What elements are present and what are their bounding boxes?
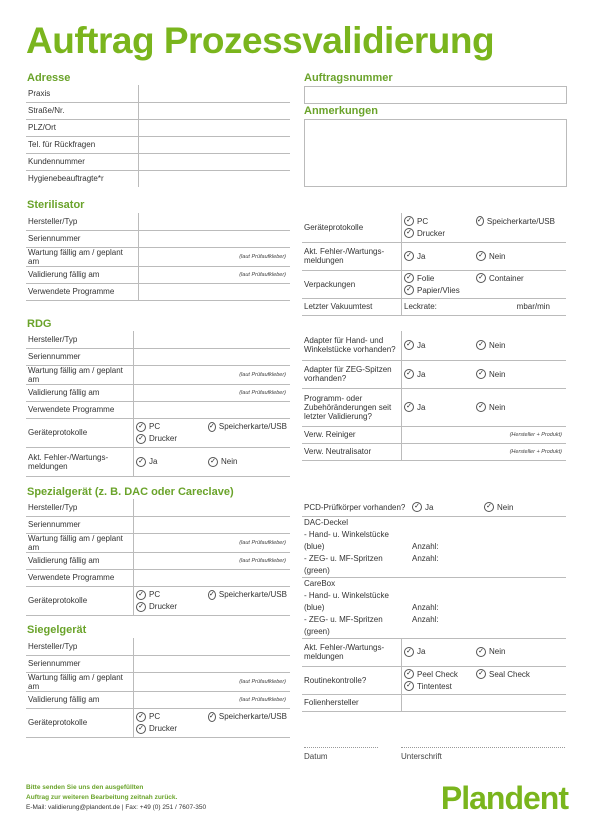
field-label: Validierung fällig am — [28, 388, 100, 397]
spezial-table — [26, 499, 290, 616]
field-label: Geräteprotokolle — [26, 708, 134, 737]
hint-label: (laut Prüfaufkleber) — [239, 696, 286, 703]
sterilisator-right-table — [302, 213, 566, 316]
sterilisator-table — [26, 213, 290, 301]
hint-label: (laut Prüfaufkleber) — [239, 389, 286, 396]
field-label: Seriennummer — [28, 352, 81, 361]
field-label: PCD-Prüfkörper vorhanden? — [304, 502, 406, 512]
anzahl-input[interactable]: Anzahl: — [412, 541, 439, 551]
sterilisator-programme-input[interactable] — [139, 283, 291, 300]
checkbox-nein[interactable]: ✓ Nein — [208, 457, 282, 467]
field-label: Kundennummer — [28, 157, 85, 166]
plz-ort-input[interactable] — [139, 119, 291, 136]
adresse-table — [26, 85, 290, 187]
hint-label: (laut Prüfaufkleber) — [239, 539, 286, 546]
checkbox-pc[interactable]: ✓ PC — [136, 590, 202, 600]
checkbox-ja[interactable]: ✓ Ja — [404, 647, 470, 657]
checkbox-pc[interactable]: ✓ PC — [136, 712, 202, 722]
anzahl-input[interactable]: Anzahl: — [412, 553, 439, 563]
hint-label: (laut Prüfaufkleber) — [239, 371, 286, 378]
footer-line: Bitte senden Sie uns den ausgefüllten — [26, 784, 144, 791]
leckrate-input[interactable]: Leckrate: mbar/min — [402, 298, 567, 315]
auftragsnummer-input[interactable] — [304, 86, 567, 104]
spezial-serien-input[interactable] — [134, 516, 291, 533]
checkbox-pc[interactable]: ✓ PC — [404, 216, 470, 226]
field-label: Validierung fällig am — [28, 695, 100, 704]
checkbox-nein[interactable]: ✓ Nein — [476, 647, 550, 657]
field-label: Verwendete Programme — [28, 405, 115, 414]
field-label: PLZ/Ort — [28, 123, 57, 132]
field-label: Validierung fällig am — [28, 556, 100, 565]
field-label: Verw. Reiniger — [304, 430, 356, 439]
field-label: Validierung fällig am — [28, 270, 100, 279]
footer-line: Auftrag zur weiteren Bearbeitung zeitnah zurück. — [26, 794, 178, 801]
rdg-table — [26, 331, 290, 477]
checkbox-ja[interactable]: ✓ Ja — [412, 502, 478, 512]
checkbox-drucker[interactable]: ✓ Drucker — [136, 724, 202, 734]
field-label: Seriennummer — [28, 520, 81, 529]
section-heading-siegelgeraet: Siegelgerät — [27, 624, 87, 636]
field-label: Straße/Nr. — [28, 106, 65, 115]
field-label: Adapter für Hand- und Winkelstücke vorhanden? — [304, 336, 396, 355]
checkbox-ja[interactable]: ✓ Ja — [136, 457, 202, 467]
rdg-right-table — [302, 331, 566, 461]
checkbox-tintentest[interactable]: ✓ Tintentest — [404, 681, 470, 691]
checkbox-nein[interactable]: ✓ Nein — [476, 402, 550, 412]
spezial-wartung-input[interactable] — [134, 533, 291, 552]
rdg-validierung-input[interactable] — [134, 384, 291, 401]
rdg-hersteller-input[interactable] — [134, 331, 291, 348]
hint-label: (laut Prüfaufkleber) — [239, 557, 286, 564]
siegel-wartung-input[interactable] — [134, 672, 291, 691]
unterschrift-label: Unterschrift — [401, 752, 442, 761]
footer — [26, 783, 206, 813]
checkbox-nein[interactable]: ✓ Nein — [476, 251, 550, 261]
neutralisator-input[interactable] — [402, 443, 567, 460]
checkbox-ja[interactable]: ✓ Ja — [404, 251, 470, 261]
unterschrift-line[interactable] — [401, 747, 565, 748]
field-label: - Hand- u. Winkelstücke (blue) — [304, 529, 389, 551]
field-label: Verpackungen — [304, 279, 356, 289]
checkbox-pc[interactable]: ✓ PC — [136, 422, 202, 432]
field-label: CareBox — [304, 578, 336, 588]
sterilisator-hersteller-input[interactable] — [139, 213, 291, 230]
field-label: Folienhersteller — [302, 694, 402, 711]
field-label: Geräteprotokolle — [28, 428, 88, 437]
field-label: Praxis — [28, 88, 51, 98]
praxis-input[interactable] — [139, 85, 291, 102]
section-heading-adresse: Adresse — [27, 72, 71, 84]
field-label: - ZEG- u. MF-Spritzen (green) — [304, 553, 383, 575]
section-heading-anmerkungen: Anmerkungen — [304, 105, 378, 117]
field-label: Hersteller/Typ — [28, 641, 78, 651]
field-label: Geräteprotokolle — [304, 222, 364, 232]
page-title: Auftrag Prozessvalidierung — [26, 20, 495, 61]
checkbox-usb[interactable]: ✓ Speicherkarte/USB — [209, 590, 287, 599]
anzahl-input[interactable]: Anzahl: — [412, 614, 439, 624]
strasse-input[interactable] — [139, 102, 291, 119]
sterilisator-wartung-input[interactable] — [139, 247, 291, 266]
siegel-hersteller-input[interactable] — [134, 638, 291, 655]
field-label: Hersteller/Typ — [28, 216, 78, 226]
field-label: Adapter für ZEG-Spitzen vorhanden? — [304, 365, 392, 383]
rdg-programme-input[interactable] — [134, 401, 291, 418]
siegel-serien-input[interactable] — [134, 655, 291, 672]
field-label: Geräteprotokolle — [26, 586, 134, 615]
field-label: Programm- oder Zubehöränderungen seit letzter Validierung? — [304, 393, 392, 421]
checkbox-nein[interactable]: ✓ Nein — [476, 340, 550, 350]
datum-label: Datum — [304, 752, 328, 761]
checkbox-peel-check[interactable]: ✓ Peel Check — [404, 669, 470, 679]
field-label: Hygienebeauftragte*r — [28, 174, 104, 184]
field-label: - ZEG- u. MF-Spritzen (green) — [304, 614, 383, 636]
section-heading-sterilisator: Sterilisator — [27, 199, 85, 211]
sterilisator-serien-input[interactable] — [139, 230, 291, 247]
section-heading-rdg: RDG — [27, 318, 52, 330]
field-label: Seriennummer — [28, 234, 81, 243]
checkbox-usb[interactable]: ✓ Speicherkarte/USB — [209, 712, 287, 721]
rdg-wartung-input[interactable] — [134, 365, 291, 384]
checkbox-nein[interactable]: ✓ Nein — [476, 369, 550, 379]
anzahl-input[interactable]: Anzahl: — [412, 602, 439, 612]
field-label: Akt. Fehler-/Wartungs-meldungen — [304, 247, 385, 265]
sterilisator-validierung-input[interactable] — [139, 266, 291, 283]
hint-label: (laut Prüfaufkleber) — [239, 253, 286, 260]
field-label: Routinekontrolle? — [304, 675, 367, 685]
section-heading-spezialgeraet: Spezialgerät (z. B. DAC oder Careclave) — [27, 486, 234, 498]
siegel-validierung-input[interactable] — [134, 691, 291, 708]
siegel-table — [26, 638, 290, 738]
field-label: Wartung fällig am / geplant am — [28, 365, 123, 384]
hint-label: (Hersteller + Produkt) — [509, 448, 562, 455]
hint-label: (Hersteller + Produkt) — [509, 431, 562, 438]
telefon-input[interactable] — [139, 136, 291, 153]
field-label: Wartung fällig am / geplant am — [28, 533, 123, 552]
field-label: Akt. Fehler-/Wartungs-meldungen — [26, 447, 134, 476]
hint-label: (laut Prüfaufkleber) — [239, 271, 286, 278]
kundennummer-input[interactable] — [139, 153, 291, 170]
checkbox-drucker[interactable]: ✓ Drucker — [136, 434, 202, 444]
field-label: Verwendete Programme — [28, 573, 115, 582]
field-label: Seriennummer — [28, 659, 81, 668]
field-label: DAC-Deckel — [304, 517, 349, 527]
checkbox-seal-check[interactable]: ✓ Seal Check — [476, 669, 550, 679]
field-label: Hersteller/Typ — [28, 502, 78, 512]
field-label: Letzter Vakuumtest — [302, 298, 402, 315]
field-label: Verwendete Programme — [26, 283, 139, 300]
field-label: Wartung fällig am / geplant am — [28, 672, 123, 691]
checkbox-container[interactable]: ✓ Container — [476, 273, 550, 283]
field-label: Verw. Neutralisator — [302, 443, 402, 460]
spezial-hersteller-input[interactable] — [134, 499, 291, 516]
spezial-validierung-input[interactable] — [134, 552, 291, 569]
footer-contact: E-Mail: validierung@plandent.de | Fax: +49 (0) 251 / 7607-350 — [26, 804, 207, 811]
hint-label: (laut Prüfaufkleber) — [239, 678, 286, 685]
spezial-programme-input[interactable] — [134, 569, 291, 586]
field-label: Akt. Fehler-/Wartungs-meldungen — [304, 642, 385, 661]
checkbox-ja[interactable]: ✓ Ja — [404, 402, 470, 412]
checkbox-drucker[interactable]: ✓ Drucker — [136, 602, 202, 612]
siegel-right-table — [302, 638, 566, 712]
section-heading-auftragsnummer: Auftragsnummer — [304, 72, 393, 84]
folienhersteller-input[interactable] — [402, 694, 567, 711]
hygienebeauftragte-input[interactable] — [139, 170, 291, 187]
checkbox-ja[interactable]: ✓ Ja — [404, 369, 470, 379]
checkbox-ja[interactable]: ✓ Ja — [404, 340, 470, 350]
checkbox-folie[interactable]: ✓ Folie — [404, 273, 470, 283]
checkbox-papier[interactable]: ✓ Papier/Vlies — [404, 285, 470, 295]
rdg-serien-input[interactable] — [134, 348, 291, 365]
reiniger-input[interactable] — [402, 426, 567, 443]
field-label: Tel. für Rückfragen — [28, 140, 96, 149]
field-label: Hersteller/Typ — [28, 334, 78, 344]
field-label: Wartung fällig am / geplant am — [28, 247, 123, 266]
datum-line[interactable] — [304, 747, 378, 748]
plandent-logo: Plandent — [440, 780, 568, 816]
checkbox-usb[interactable]: ✓ Speicherkarte/USB — [477, 216, 555, 226]
checkbox-drucker[interactable]: ✓ Drucker — [404, 228, 470, 238]
field-label: - Hand- u. Winkelstücke (blue) — [304, 590, 389, 612]
checkbox-nein[interactable]: ✓ Nein — [484, 502, 558, 512]
spezial-right-table — [302, 499, 566, 639]
anmerkungen-textarea[interactable] — [304, 119, 567, 187]
checkbox-usb[interactable]: ✓ Speicherkarte/USB — [209, 422, 287, 431]
